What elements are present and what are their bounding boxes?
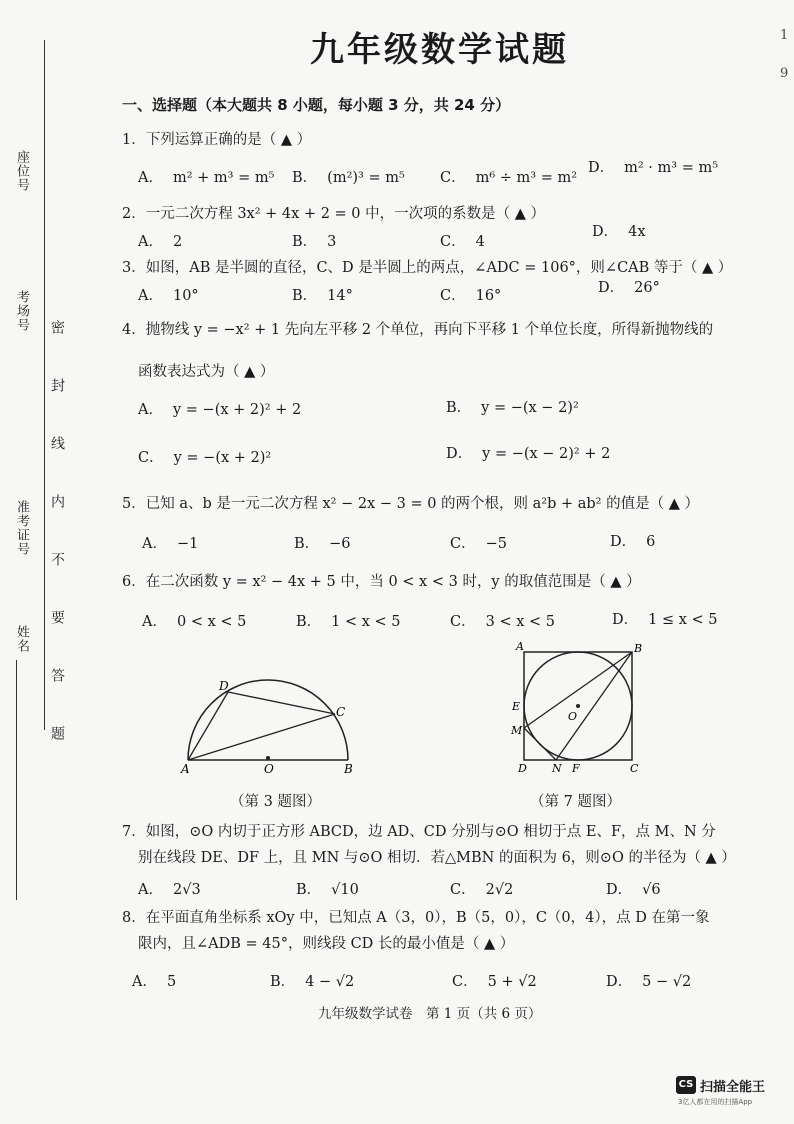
question-5-option-c: C． −5: [450, 536, 507, 552]
label-d: D: [219, 679, 229, 693]
label-m: M: [511, 724, 523, 737]
question-3-option-b: B． 14°: [292, 288, 353, 304]
exam-room-label: 考场号: [14, 290, 29, 332]
question-5-option-b: B． −6: [294, 536, 351, 552]
scanner-logo-icon: CS: [676, 1076, 696, 1094]
label-o: O: [568, 710, 578, 723]
figure-3-semicircle: [178, 670, 358, 775]
question-6-stem: 6．在二次函数 y = x² − 4x + 5 中，当 0 < x < 3 时，y 的取值范围是（ ▲ ）: [122, 574, 641, 590]
scanner-app-name: 扫描全能王: [700, 1080, 766, 1095]
label-c: C: [336, 705, 346, 719]
question-6-option-b: B． 1 < x < 5: [296, 614, 401, 630]
margin-line-outer: [44, 40, 45, 730]
question-4-option-c: C． y = −(x + 2)²: [138, 450, 272, 466]
question-1-option-c: C． m⁶ ÷ m³ = m²: [440, 170, 578, 186]
label-a: A: [516, 640, 524, 653]
question-8-stem-line2: 限内，且∠ADB = 45°，则线段 CD 长的最小值是（ ▲ ）: [138, 936, 515, 952]
question-6-option-a: A． 0 < x < 5: [142, 614, 247, 630]
question-4-option-b: B． y = −(x − 2)²: [446, 400, 579, 416]
question-6-option-c: C． 3 < x < 5: [450, 614, 555, 630]
question-4-option-d: D． y = −(x − 2)² + 2: [446, 446, 611, 462]
label-o: O: [264, 762, 274, 775]
question-7-stem-line2: 别在线段 DE、DF 上，且 MN 与⊙O 相切．若△MBN 的面积为 6，则⊙O 的半径为（ ▲ ）: [138, 850, 736, 866]
name-label: 姓名: [14, 625, 29, 653]
label-b: B: [344, 762, 353, 775]
question-3-option-a: A． 10°: [138, 288, 199, 304]
question-8-option-a: A． 5: [132, 974, 177, 990]
question-5-stem: 5．已知 a、b 是一元二次方程 x² − 2x − 3 = 0 的两个根，则 a²b + ab² 的值是（ ▲ ）: [122, 496, 699, 512]
margin-line-inner: [16, 660, 17, 900]
question-2-option-c: C． 4: [440, 234, 485, 250]
question-7-option-b: B． √10: [296, 882, 359, 898]
question-2-stem: 2．一元二次方程 3x² + 4x + 2 = 0 中，一次项的系数是（ ▲ ）: [122, 206, 545, 222]
question-4-option-a: A． y = −(x + 2)² + 2: [138, 402, 302, 418]
question-5-option-d: D． 6: [610, 534, 656, 550]
label-f: F: [572, 762, 580, 775]
label-a: A: [181, 762, 190, 775]
label-n: N: [552, 762, 562, 775]
figure-3-caption: （第 3 题图）: [230, 794, 321, 810]
label-e: E: [512, 700, 521, 713]
scanner-tagline: 3亿人都在用的扫描App: [678, 1098, 753, 1106]
label-b: B: [634, 642, 643, 655]
figure-7-caption: （第 7 题图）: [530, 794, 621, 810]
segment-bn: [556, 652, 632, 760]
question-8-option-d: D． 5 − √2: [606, 974, 692, 990]
segment-mn: [524, 728, 556, 760]
page-footer: 九年级数学试卷 第 1 页（共 6 页）: [318, 1006, 542, 1022]
seat-number-label: 座位号: [14, 150, 29, 192]
chord-dc: [228, 692, 335, 714]
question-1-option-b: B． (m²)³ = m⁵: [292, 170, 405, 186]
question-3-option-c: C． 16°: [440, 288, 502, 304]
ticket-number-label: 准考证号: [14, 500, 29, 556]
segment-bm: [524, 652, 632, 728]
edge-mark-1: 1: [780, 28, 789, 43]
question-7-option-c: C． 2√2: [450, 882, 514, 898]
chord-ac: [188, 714, 335, 760]
figure-7-square-circle: [506, 640, 646, 775]
center-o-dot: [576, 704, 580, 708]
question-6-option-d: D． 1 ≤ x < 5: [612, 612, 718, 628]
question-8-option-c: C． 5 + √2: [452, 974, 537, 990]
question-1-option-a: A． m² + m³ = m⁵: [138, 170, 275, 186]
question-7-option-d: D． √6: [606, 882, 661, 898]
question-2-option-b: B． 3: [292, 234, 337, 250]
question-2-option-a: A． 2: [138, 234, 183, 250]
question-5-option-a: A． −1: [142, 536, 199, 552]
page-title: 九年级数学试题: [310, 30, 569, 70]
question-2-option-d: D． 4x: [592, 224, 646, 240]
sealed-margin: [0, 0, 100, 1124]
question-3-stem: 3．如图，AB 是半圆的直径，C、D 是半圆上的两点，∠ADC = 106°，则∠CAB 等于（ ▲ ）: [122, 260, 733, 276]
question-4-stem-line2: 函数表达式为（ ▲ ）: [138, 364, 275, 380]
question-1-option-d: D． m² · m³ = m⁵: [588, 160, 719, 176]
question-7-stem: 7．如图，⊙O 内切于正方形 ABCD，边 AD、CD 分别与⊙O 相切于点 E、F，点 M、N 分: [122, 824, 716, 840]
question-3-option-d: D． 26°: [598, 280, 660, 296]
question-7-option-a: A． 2√3: [138, 882, 201, 898]
question-4-stem: 4．抛物线 y = −x² + 1 先向左平移 2 个单位，再向下平移 1 个单位长度，所得新抛物线的: [122, 322, 714, 338]
edge-mark-2: 9: [780, 66, 789, 81]
question-8-option-b: B． 4 − √2: [270, 974, 355, 990]
center-o-dot: [266, 756, 270, 760]
section-heading: 一、选择题（本大题共 8 小题，每小题 3 分，共 24 分）: [122, 96, 511, 114]
question-1-stem: 1．下列运算正确的是（ ▲ ）: [122, 132, 312, 148]
label-c: C: [630, 762, 639, 775]
seal-line-notice: 密封线内不要答题: [49, 320, 65, 784]
question-8-stem: 8．在平面直角坐标系 xOy 中，已知点 A（3，0），B（5，0），C（0，4），点 D 在第一象: [122, 910, 710, 926]
label-d: D: [518, 762, 527, 775]
